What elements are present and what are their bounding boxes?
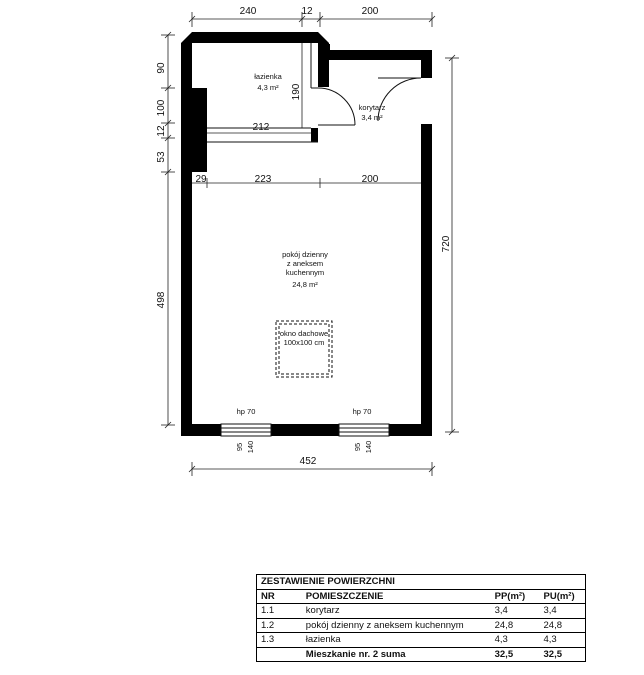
dim-top-240: 240 [239, 6, 257, 17]
total-spacer [257, 647, 302, 662]
table-row [257, 604, 586, 619]
dim-left-12: 12 [156, 125, 167, 137]
svg-text:z aneksem: z aneksem [286, 259, 324, 268]
window-left-hp: hp 70 [236, 407, 256, 416]
room-label-bathroom [254, 72, 282, 92]
header-pu: PU(m²) [540, 589, 586, 604]
dim-29: 29 [195, 174, 207, 185]
table-row [257, 618, 586, 633]
right-dimension [441, 55, 459, 435]
bottom-dimension [189, 456, 435, 476]
dim-bottom-452: 452 [299, 456, 317, 467]
row-nr: 1.1 [257, 604, 302, 619]
row-pu: 24,8 [540, 618, 586, 633]
total-pp: 32,5 [494, 648, 514, 660]
area-summary-table [256, 574, 586, 662]
row-room: korytarz [302, 604, 491, 619]
svg-text:4,3 m²: 4,3 m² [257, 83, 279, 92]
skylight-size: 100x100 cm [283, 338, 325, 347]
walls [181, 32, 432, 436]
row-nr: 1.3 [257, 633, 302, 648]
window-left-sill: 95 [235, 442, 244, 452]
svg-text:24,8 m²: 24,8 m² [292, 280, 318, 289]
header-pp: PP(m²) [491, 589, 540, 604]
skylight-label: okno dachowe [279, 329, 329, 338]
table-title: ZESTAWIENIE POWIERZCHNI [257, 575, 586, 590]
living-width-dimensions [192, 174, 421, 188]
dim-bath-190: 190 [291, 83, 302, 101]
svg-text:łazienka: łazienka [254, 72, 282, 81]
top-dimension-chain [189, 6, 435, 27]
dim-bath-212: 212 [252, 122, 270, 133]
dim-left-53: 53 [156, 151, 167, 163]
window-right-height: 140 [364, 440, 373, 454]
skylight [276, 321, 332, 377]
room-label-living [282, 250, 328, 289]
header-room: POMIESZCZENIE [302, 589, 491, 604]
dim-left-100: 100 [156, 99, 167, 117]
row-pp: 24,8 [491, 618, 540, 633]
dim-left-498: 498 [156, 291, 167, 309]
window-right-sill: 95 [353, 442, 362, 452]
row-room: łazienka [302, 633, 491, 648]
dim-left-90: 90 [156, 62, 167, 74]
dim-223: 223 [254, 174, 272, 185]
svg-text:3,4 m²: 3,4 m² [361, 113, 383, 122]
row-pu: 3,4 [540, 604, 586, 619]
table-row [257, 633, 586, 648]
window-left-height: 140 [246, 440, 255, 454]
table-header-row [257, 589, 586, 604]
table-total-row [257, 647, 586, 662]
svg-text:korytarz: korytarz [358, 103, 386, 112]
svg-text:kuchennym: kuchennym [285, 268, 325, 277]
dim-top-12: 12 [301, 6, 313, 17]
room-label-corridor [359, 103, 386, 122]
dim-top-200: 200 [361, 6, 379, 17]
row-pu: 4,3 [540, 633, 586, 648]
row-nr: 1.2 [257, 618, 302, 633]
row-pp: 4,3 [491, 633, 540, 648]
total-label: Mieszkanie nr. 2 suma [305, 648, 406, 660]
window-left [221, 407, 271, 453]
row-room: pokój dzienny z aneksem kuchennym [302, 618, 491, 633]
svg-text:pokój dzienny: pokój dzienny [282, 250, 328, 259]
dim-right-720: 720 [441, 235, 452, 253]
window-right [339, 407, 389, 453]
bathroom-door [318, 88, 355, 125]
row-pp: 3,4 [491, 604, 540, 619]
entrance-door [378, 78, 421, 121]
left-dimension-chain [156, 32, 175, 428]
header-nr: NR [257, 589, 302, 604]
total-pu: 32,5 [543, 648, 562, 660]
dim-200: 200 [361, 174, 379, 185]
table-title-row [257, 575, 586, 590]
window-right-hp: hp 70 [352, 407, 372, 416]
